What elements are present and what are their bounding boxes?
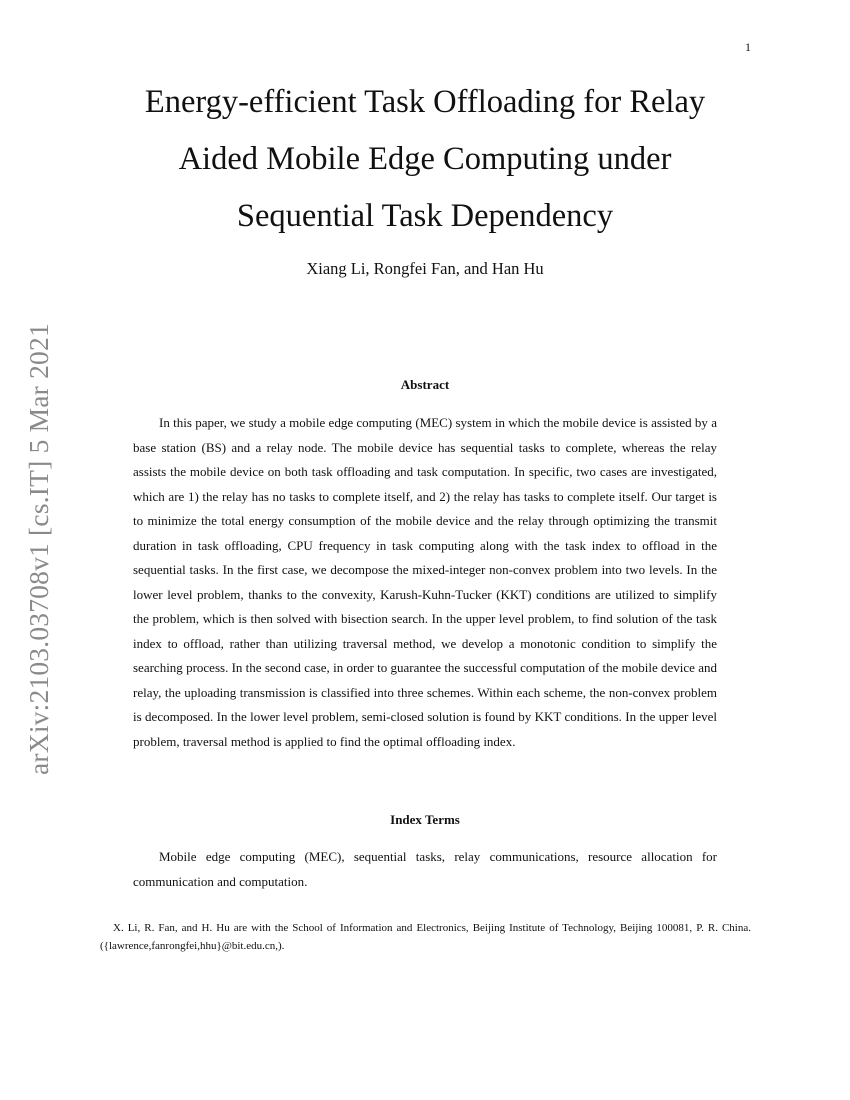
abstract-text: In this paper, we study a mobile edge computing (MEC) system in which the mobile device is assisted by a base station (BS) and a relay node. The mobile device has sequential tasks to complete, whereas the relay assists the mobile device on both task offloading and task computation. In specific, two cases are investigated, which are 1) the relay has no tasks to complete itself, and 2) the relay has tasks to complete itself. Our target is to minimize the total energy consumption of the mobile device and the relay through optimizing the transmit duration in task offloading, CPU frequency in task computing along with the task index to offload in the sequential tasks. In the first case, we decompose the mixed-integer non-convex problem into two levels. In the lower level problem, thanks to the convexity, Karush-Kuhn-Tucker (KKT) conditions are utilized to simplify the problem, which is then solved with bisection search. In the upper level problem, to find solution of the task index to offload, rather than utilizing traversal method, we develop a monotonic condition to simplify the searching process. In the second case, in order to guarantee the successful computation of the mobile device and relay, the uploading transmission is classified into three schemes. Within each scheme, the non-convex problem is decomposed. In the lower level problem, semi-closed solution is found by KKT conditions. In the upper level problem, traversal method is applied to find the optimal offloading index. [133, 415, 717, 749]
index-terms-heading: Index Terms [390, 812, 460, 827]
author-affiliation-footnote: X. Li, R. Fan, and H. Hu are with the School of Information and Electronics, Beijing Institute of Technology, Beijing 100081, P. R. China. ({lawrence,fanrongfei,hhu}@bit.edu.cn,). [100, 922, 751, 952]
author-list: Xiang Li, Rongfei Fan, and Han Hu [306, 259, 544, 278]
title-line: Energy-efficient Task Offloading for Relay [144, 84, 706, 120]
arxiv-identifier[interactable]: arXiv:2103.03708v1 [cs.IT] 5 Mar 2021 [23, 323, 54, 775]
title-line: Sequential Task Dependency [236, 198, 614, 234]
title-line: Aided Mobile Edge Computing under [178, 141, 672, 177]
paper-title [100, 74, 750, 245]
page-number: 1 [745, 40, 751, 54]
index-terms-text: Mobile edge computing (MEC), sequential tasks, relay communications, resource allocation for communication and computation. [133, 849, 717, 889]
abstract-heading: Abstract [400, 377, 450, 392]
